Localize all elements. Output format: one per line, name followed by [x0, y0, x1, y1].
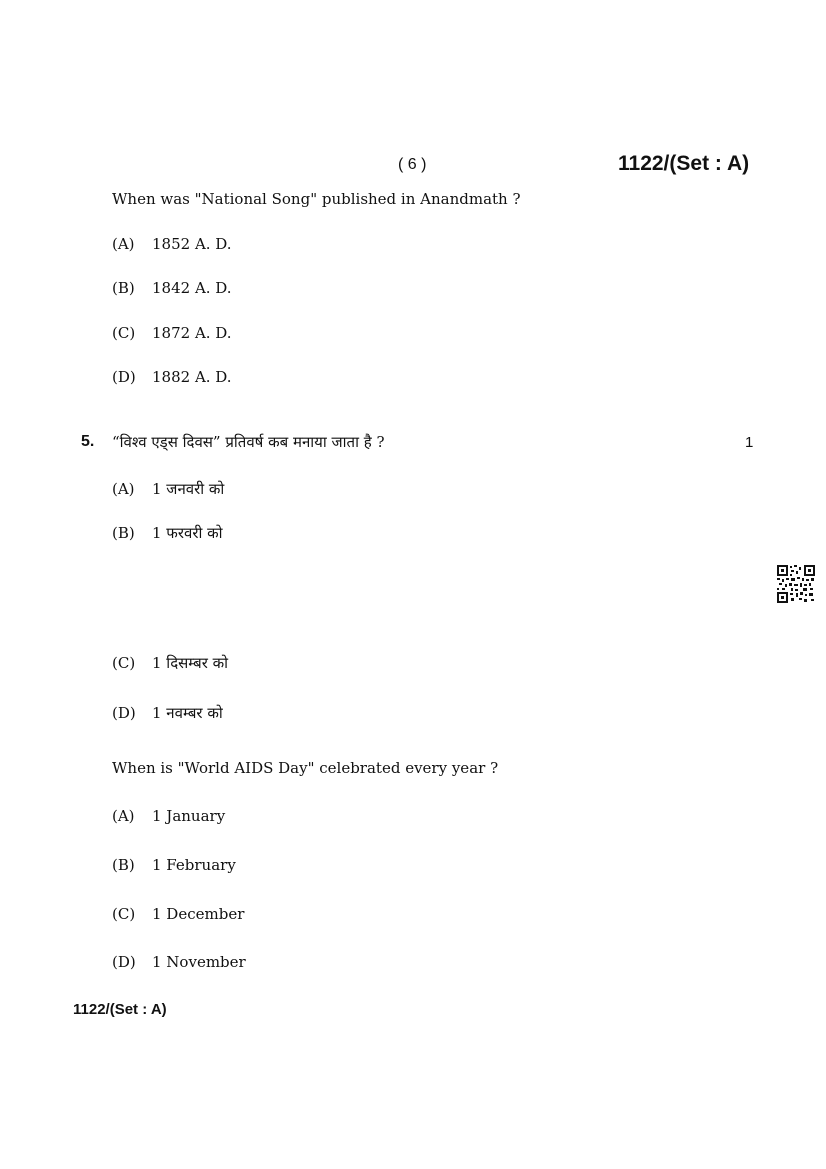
- q5-hindi-option-b: [112, 523, 223, 543]
- option-letter: (B): [112, 279, 135, 297]
- option-letter: (D): [112, 368, 136, 386]
- option-text: 1852 A. D.: [152, 235, 232, 253]
- q4-option-a: [112, 235, 232, 253]
- set-code-header: 1122/(Set : A): [618, 152, 750, 175]
- q5-hindi-option-d: [112, 703, 223, 723]
- q4-option-b: [112, 279, 232, 297]
- option-letter: (C): [112, 654, 136, 672]
- q5-english-option-d: [112, 953, 246, 971]
- option-text: 1 फरवरी को: [152, 524, 223, 542]
- option-text: 1882 A. D.: [152, 368, 232, 386]
- question-4-english: When was "National Song" published in Anandmath ?: [112, 190, 521, 208]
- option-letter: (C): [112, 324, 136, 342]
- option-text: 1 जनवरी को: [152, 480, 225, 498]
- question-number: 5.: [81, 433, 95, 450]
- option-letter: (D): [112, 704, 136, 722]
- q5-english-option-b: [112, 856, 236, 874]
- q4-option-d: [112, 368, 232, 386]
- option-letter: (B): [112, 856, 135, 874]
- option-letter: (A): [112, 235, 135, 253]
- option-text: 1 नवम्बर को: [152, 704, 223, 722]
- option-text: 1 December: [152, 905, 245, 923]
- q5-hindi-option-c: [112, 653, 228, 673]
- page-number: ( 6 ): [398, 156, 427, 173]
- option-text: 1 दिसम्बर को: [152, 654, 229, 672]
- question-marks: 1: [745, 434, 754, 451]
- option-letter: (A): [112, 480, 135, 498]
- option-text: 1 February: [152, 856, 236, 874]
- q4-option-c: [112, 324, 232, 342]
- q5-english-option-a: [112, 807, 225, 825]
- q5-english-option-c: [112, 905, 244, 923]
- option-letter: (A): [112, 807, 135, 825]
- question-5-hindi: “विश्व एड्स दिवस” प्रतिवर्ष कब मनाया जाता है ?: [112, 433, 385, 451]
- question-5-english: When is "World AIDS Day" celebrated every year ?: [112, 759, 499, 777]
- q5-hindi-option-a: [112, 479, 224, 499]
- qr-code-icon: [777, 565, 815, 603]
- option-text: 1 January: [152, 807, 226, 825]
- option-text: 1 November: [152, 953, 246, 971]
- set-code-footer: 1122/(Set : A): [73, 1001, 167, 1018]
- option-letter: (B): [112, 524, 135, 542]
- option-text: 1872 A. D.: [152, 324, 232, 342]
- option-text: 1842 A. D.: [152, 279, 232, 297]
- option-letter: (C): [112, 905, 136, 923]
- option-letter: (D): [112, 953, 136, 971]
